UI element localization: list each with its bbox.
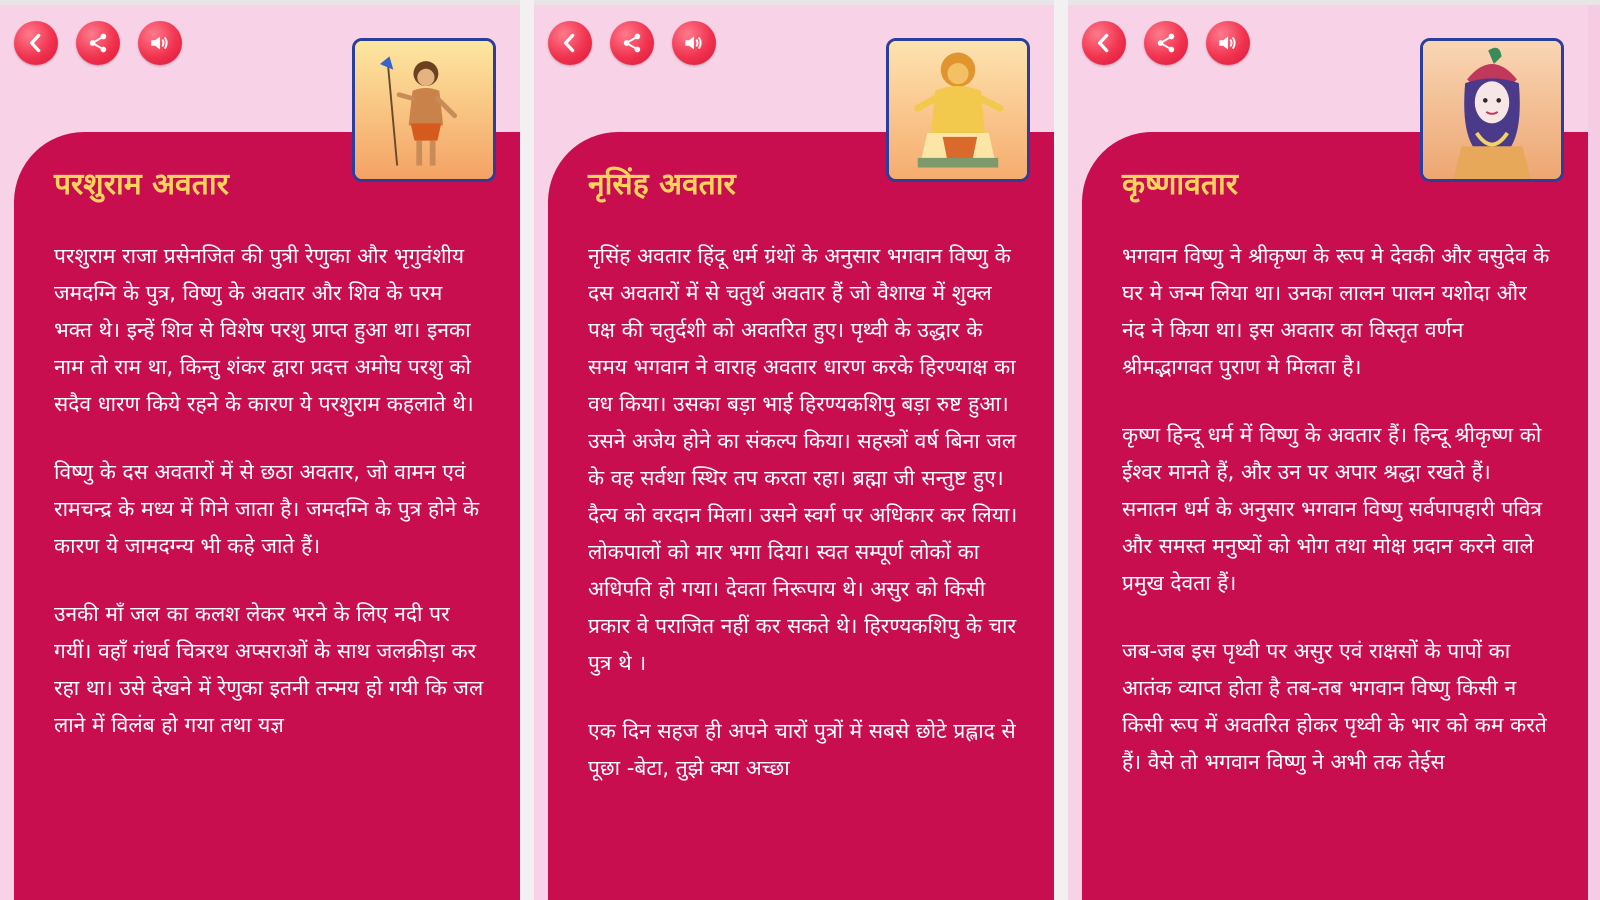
speaker-icon (147, 30, 173, 56)
sound-button[interactable] (1206, 21, 1250, 65)
paragraph: कृष्ण हिन्दू धर्म में विष्णु के अवतार हैं। हिन्दू श्रीकृष्ण को ईश्वर मानते हैं, और उन पर अपार श्रद्धा रखते हैं। सनातन धर्म के अनुसार भगवान विष्णु सर्वपापहारी पवित्र और समस्त मनुष्यों को भोग तथा मोक्ष प्रदान करने वाले प्रमुख देवता हैं। (1122, 423, 1543, 595)
panel-divider (520, 0, 534, 900)
avatar-thumbnail (352, 38, 496, 182)
back-arrow-icon (23, 30, 49, 56)
share-button[interactable] (1144, 21, 1188, 65)
avatar-thumbnail (886, 38, 1030, 182)
share-icon (85, 30, 111, 56)
screen-krishna (1068, 5, 1588, 900)
page-title: परशुराम अवतार (54, 167, 229, 202)
article-text (54, 238, 484, 775)
back-button[interactable] (14, 21, 58, 65)
narsimha-figure-icon (889, 41, 1027, 179)
speaker-icon (1215, 30, 1241, 56)
paragraph: एक दिन सहज ही अपने चारों पुत्रों में सबसे छोटे प्रह्लाद से पूछा -बेटा, तुझे क्या अच्छा (588, 719, 1016, 780)
page-title: कृष्णावतार (1122, 167, 1238, 202)
share-icon (619, 30, 645, 56)
share-icon (1153, 30, 1179, 56)
back-arrow-icon (1091, 30, 1117, 56)
paragraph: भगवान विष्णु ने श्रीकृष्ण के रूप मे देवकी और वसुदेव के घर मे जन्म लिया था। उनका लालन पालन यशोदा और नंद ने किया था। इस अवतार का विस्तृत वर्णन श्रीमद्भागवत पुराण मे मिलता है। (1122, 244, 1550, 379)
sound-button[interactable] (672, 21, 716, 65)
sound-button[interactable] (138, 21, 182, 65)
speaker-icon (681, 30, 707, 56)
article-text (588, 238, 1018, 818)
back-button[interactable] (548, 21, 592, 65)
page-title: नृसिंह अवतार (588, 167, 736, 202)
back-arrow-icon (557, 30, 583, 56)
back-button[interactable] (1082, 21, 1126, 65)
share-button[interactable] (76, 21, 120, 65)
screen-parshuram (0, 5, 520, 900)
paragraph: परशुराम राजा प्रसेनजित की पुत्री रेणुका और भृगुवंशीय जमदग्नि के पुत्र, विष्णु के अवतार और शिव के परम भक्त थे। इन्हें शिव से विशेष परशु प्राप्त हुआ था। इनका नाम तो राम था, किन्तु शंकर द्वारा प्रदत्त अमोघ परशु को सदैव धारण किये रहने के कारण ये परशुराम कहलाते थे। (54, 244, 474, 416)
paragraph: जब-जब इस पृथ्वी पर असुर एवं राक्षसों के पापों का आतंक व्याप्त होता है तब-तब भगवान विष्णु किसी न किसी रूप में अवतरित होकर पृथ्वी के भार को कम करते हैं। वैसे तो भगवान विष्णु ने अभी तक तेईस (1122, 639, 1547, 774)
krishna-figure-icon (1423, 41, 1561, 179)
share-button[interactable] (610, 21, 654, 65)
parshuram-figure-icon (355, 41, 493, 179)
paragraph: नृसिंह अवतार हिंदू धर्म ग्रंथों के अनुसार भगवान विष्णु के दस अवतारों में से चतुर्थ अवतार हैं जो वैशाख में शुक्ल पक्ष की चतुर्दशी को अवतरित हुए। पृथ्वी के उद्धार के समय भगवान ने वाराह अवतार धारण करके हिरण्याक्ष का वध किया। उसका बड़ा भाई हिरण्यकशिपु बड़ा रुष्ट हुआ। उसने अजेय होने का संकल्प किया। सहस्त्रों वर्ष बिना जल के वह सर्वथा स्थिर तप करता रहा। ब्रह्मा जी सन्तुष्ट हुए। दैत्य को वरदान मिला। उसने स्वर्ग पर अधिकार कर लिया। लोकपालों को मार भगा दिया। स्वत सम्पूर्ण लोकों का अधिपति हो गया। देवता निरूपाय थे। असुर को किसी प्रकार वे पराजित नहीं कर सकते थे। हिरण्यकशिपु के चार पुत्र थे । (588, 244, 1018, 675)
paragraph: विष्णु के दस अवतारों में से छठा अवतार, जो वामन एवं रामचन्द्र के मध्य में गिने जाता है। जमदग्नि के पुत्र होने के कारण ये जामदग्न्य भी कहे जाते हैं। (54, 460, 480, 558)
paragraph: उनकी माँ जल का कलश लेकर भरने के लिए नदी पर गयीं। वहाँ गंधर्व चित्ररथ अप्सराओं के साथ जलक्रीड़ा कर रहा था। उसे देखने में रेणुका इतनी तन्मय हो गयी कि जल लाने में विलंब हो गया तथा यज्ञ (54, 602, 484, 737)
screen-narsimha (534, 5, 1054, 900)
panel-divider (1054, 0, 1068, 900)
avatar-thumbnail (1420, 38, 1564, 182)
article-text (1122, 238, 1552, 812)
